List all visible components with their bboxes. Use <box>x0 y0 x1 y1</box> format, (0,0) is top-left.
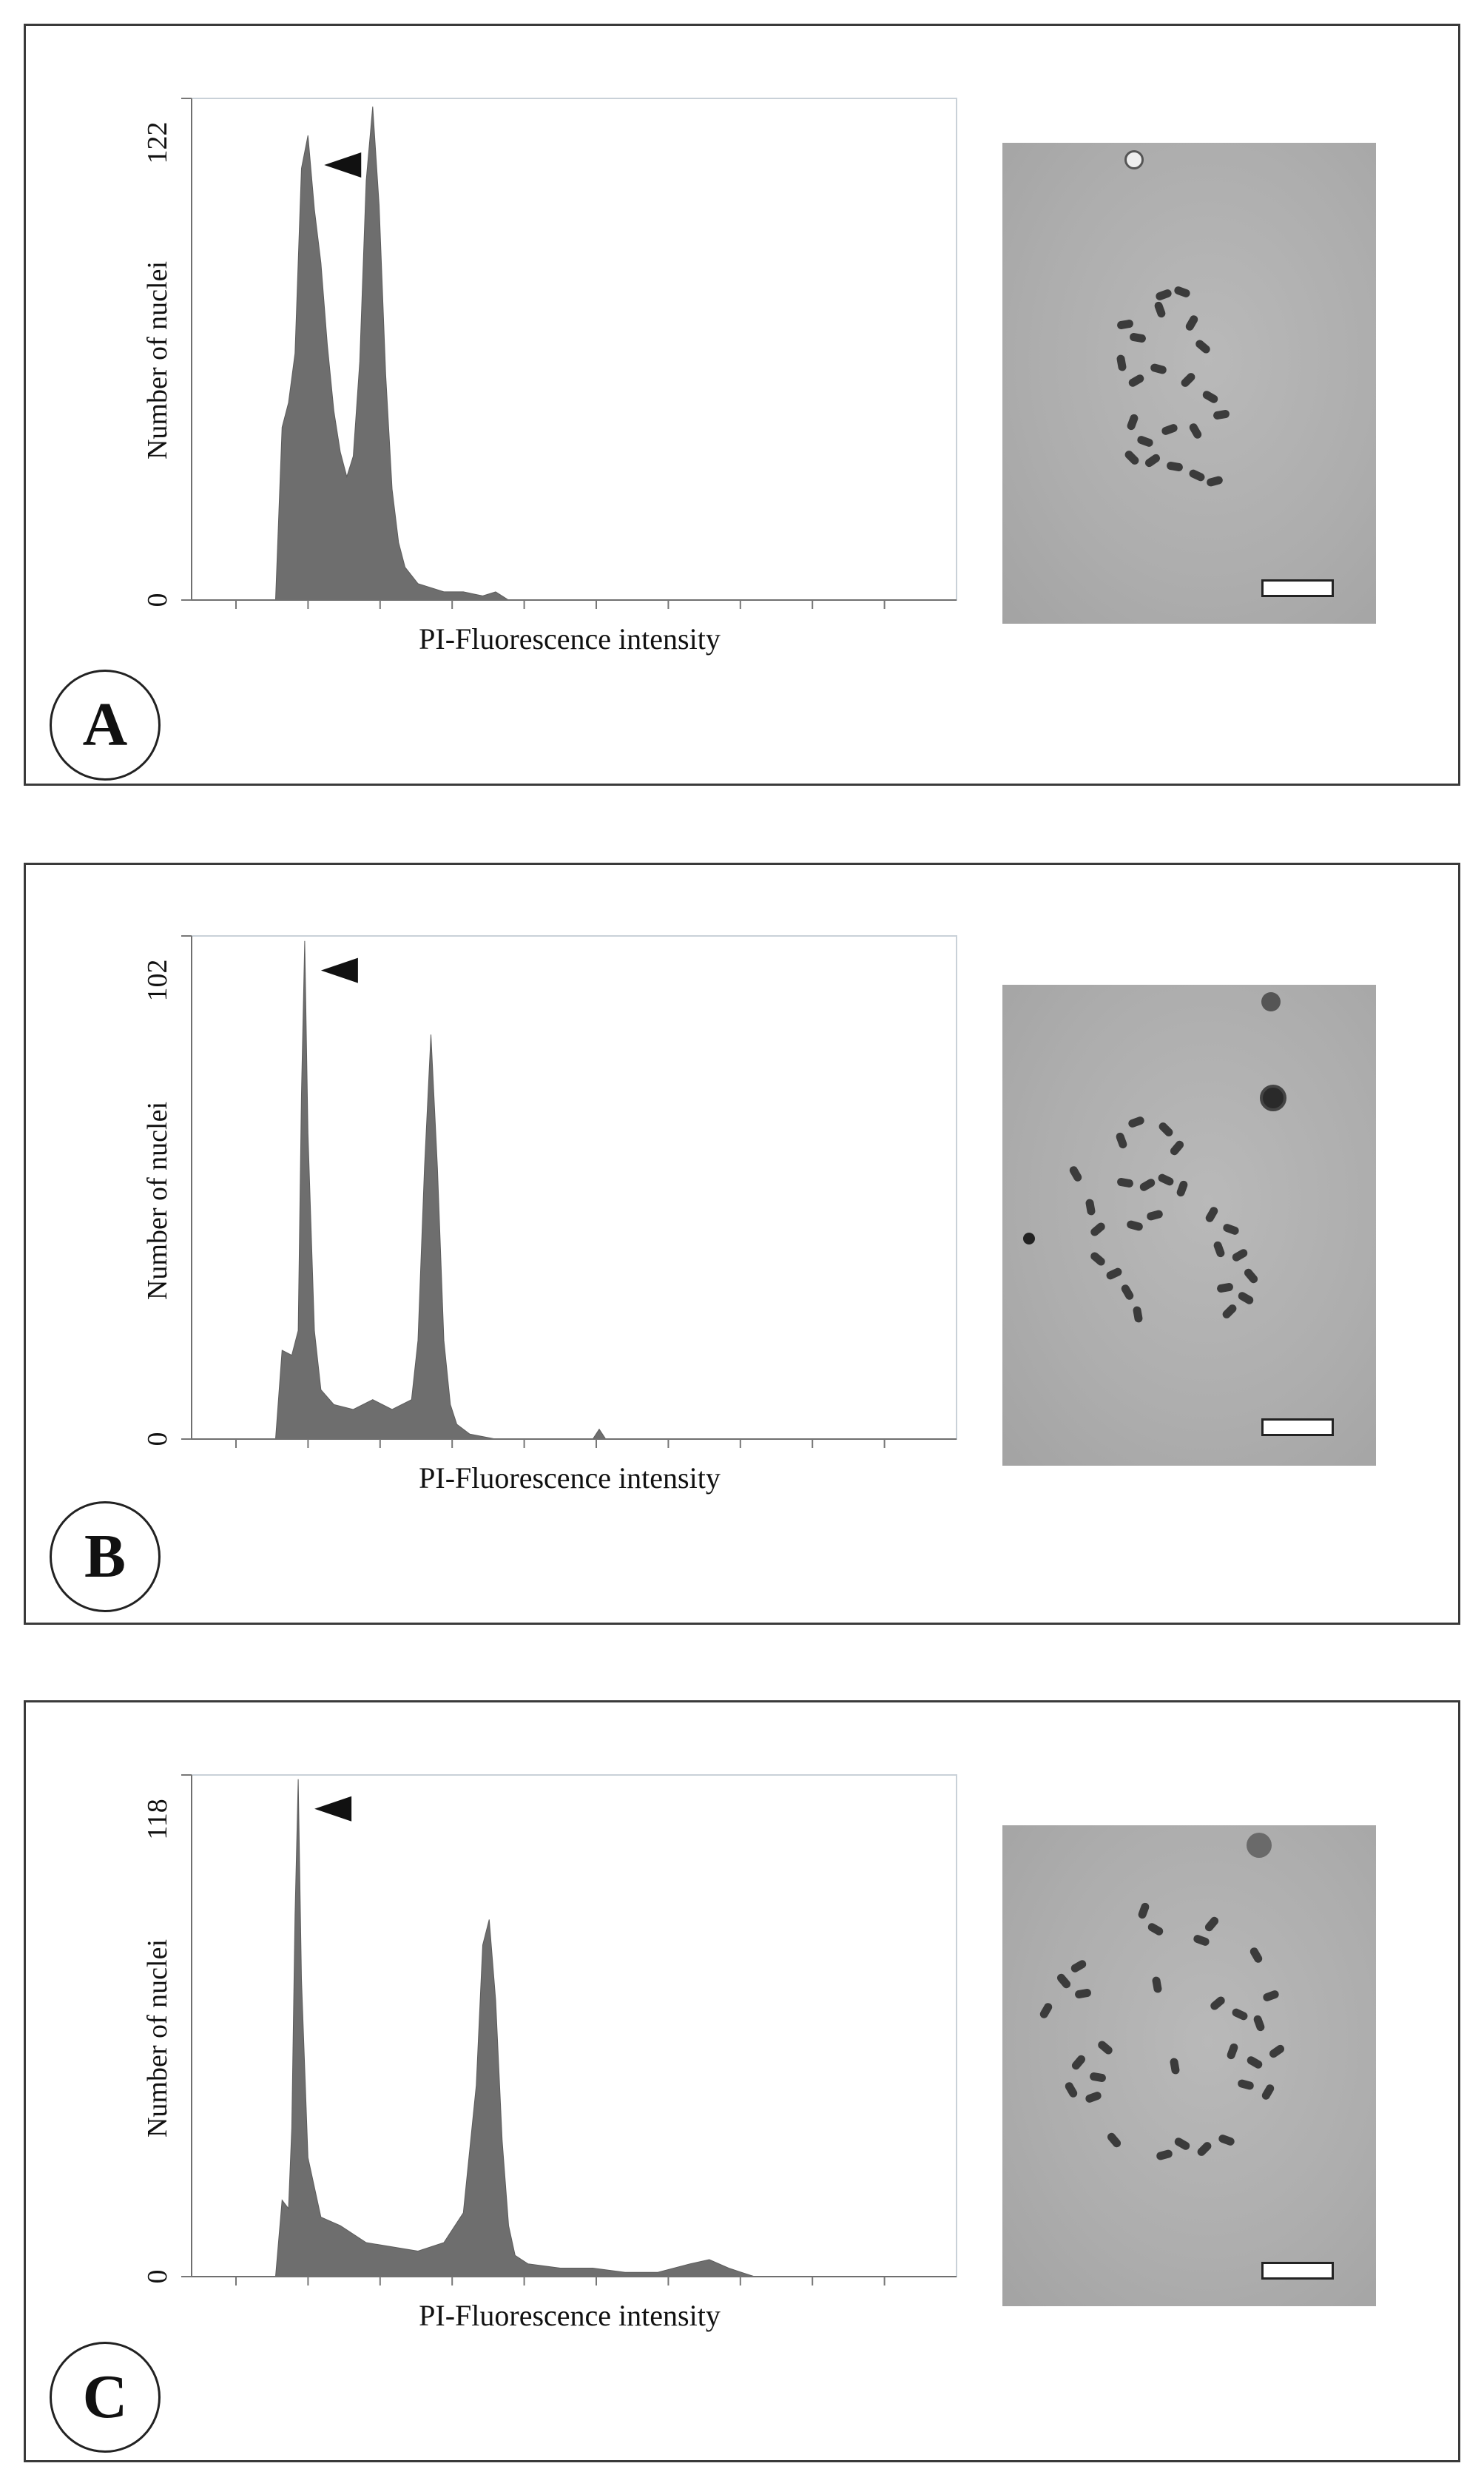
y-axis-label: Number of nuclei <box>142 260 173 460</box>
chromosome <box>1126 413 1139 431</box>
chromosome <box>1170 2058 1181 2075</box>
y-tick-label-zero: 0 <box>142 593 173 607</box>
chromosome <box>1216 1282 1234 1293</box>
chromosome <box>1166 461 1184 472</box>
chromosome <box>1201 389 1220 405</box>
y-tick-label-max: 122 <box>142 121 173 164</box>
chromosome <box>1089 1221 1107 1238</box>
debris-particle <box>1124 150 1144 169</box>
chromosome <box>1150 363 1167 374</box>
chromosome <box>1039 2001 1054 2020</box>
chromosome <box>1056 1973 1073 1990</box>
x-axis-label: PI-Fluorescence intensity <box>419 1461 721 1495</box>
histogram-b <box>26 865 988 1531</box>
y-tick-label-max: 118 <box>142 1799 173 1840</box>
chromosome <box>1173 2136 1192 2152</box>
scale-bar <box>1261 2262 1334 2280</box>
chromosome <box>1221 1303 1238 1320</box>
chromosome <box>1144 453 1161 469</box>
chromosome <box>1153 300 1167 318</box>
x-axis-label: PI-Fluorescence intensity <box>419 622 721 656</box>
chromosome <box>1209 1995 1227 2012</box>
scale-bar <box>1261 1418 1334 1436</box>
chromosome <box>1133 1306 1144 1324</box>
chromosome <box>1116 1177 1134 1188</box>
chromosome <box>1116 354 1127 372</box>
chromosome <box>1262 1990 1280 2003</box>
chromosome <box>1173 286 1191 299</box>
chromosome <box>1123 449 1140 466</box>
chromosome <box>1106 2132 1123 2149</box>
chromosome <box>1188 422 1204 440</box>
chromosome <box>1157 1121 1174 1138</box>
chromosome <box>1184 314 1200 332</box>
panel-letter-text: A <box>82 690 128 759</box>
chromosome <box>1222 1223 1240 1236</box>
histogram-a <box>26 26 988 692</box>
chromosome <box>1195 2140 1213 2157</box>
chromosome <box>1249 1946 1264 1964</box>
chromosome <box>1194 338 1212 355</box>
chromosome <box>1231 1247 1249 1263</box>
chromosome <box>1218 2134 1235 2147</box>
chromosome <box>1252 2014 1266 2032</box>
panel-letter-text: B <box>84 1522 127 1591</box>
debris-particle <box>1261 992 1281 1011</box>
panel-a <box>24 24 1460 786</box>
chromosome <box>1226 2042 1239 2060</box>
chromosome <box>1246 2055 1264 2070</box>
chromosome <box>1074 1988 1092 1999</box>
chromosome <box>1089 2072 1107 2083</box>
x-axis-label: PI-Fluorescence intensity <box>419 2299 721 2332</box>
panel-label-a <box>50 670 161 781</box>
chromosome <box>1146 1209 1164 1221</box>
y-tick-label-zero: 0 <box>142 2269 173 2284</box>
chromosome <box>1169 1139 1186 1157</box>
histogram-area <box>276 941 885 1439</box>
panel-b <box>24 863 1460 1625</box>
panel-letter-text: C <box>82 2362 128 2431</box>
chromosome <box>1115 1131 1128 1149</box>
chromosome <box>1204 1205 1220 1224</box>
chromosome <box>1089 1250 1107 1267</box>
chromosome <box>1127 373 1146 388</box>
chromosome <box>1193 1934 1210 1947</box>
debris-particle <box>1247 1833 1272 1858</box>
chromosome <box>1105 1267 1124 1281</box>
chromosome <box>1068 1165 1084 1183</box>
chromosome-micrograph-c <box>1002 1825 1376 2306</box>
chromosome <box>1237 1290 1255 1306</box>
panel-c <box>24 1700 1460 2462</box>
chromosome <box>1261 2083 1276 2101</box>
histogram-area <box>276 107 885 600</box>
chromosome <box>1161 423 1178 437</box>
y-tick-label-zero: 0 <box>142 1432 173 1446</box>
chromosome <box>1237 2078 1255 2090</box>
chromosome <box>1155 289 1173 302</box>
y-axis-label: Number of nuclei <box>142 1938 173 2138</box>
chromosome <box>1120 1283 1136 1301</box>
chromosome <box>1085 2091 1102 2104</box>
chromosome <box>1147 1921 1165 1937</box>
arrowhead-marker <box>321 958 358 983</box>
chromosome <box>1136 435 1154 448</box>
chromosome <box>1157 1173 1176 1187</box>
chromosome <box>1231 2007 1249 2021</box>
chromosome <box>1204 1916 1221 1933</box>
chromosome <box>1127 1116 1145 1129</box>
chromosome <box>1206 475 1224 487</box>
chromosome <box>1070 2054 1087 2072</box>
chromosome-micrograph-a <box>1002 143 1376 624</box>
debris-particle <box>1260 1085 1286 1111</box>
y-axis-label: Number of nuclei <box>142 1101 173 1301</box>
histogram-c <box>26 1702 988 2368</box>
panel-label-b <box>50 1501 161 1612</box>
chromosome <box>1116 319 1134 330</box>
chromosome <box>1213 409 1230 420</box>
chromosome <box>1096 2039 1114 2056</box>
chromosome <box>1070 1958 1088 1974</box>
chromosome <box>1156 2149 1173 2160</box>
chromosome <box>1139 1177 1157 1193</box>
arrowhead-marker <box>314 1796 351 1822</box>
scale-bar <box>1261 579 1334 597</box>
chromosome <box>1064 2081 1079 2099</box>
debris-particle <box>1023 1233 1035 1244</box>
chromosome <box>1176 1179 1189 1197</box>
chromosome <box>1137 1901 1150 1919</box>
chromosome <box>1213 1240 1226 1258</box>
arrowhead-marker <box>324 152 361 178</box>
chromosome <box>1179 371 1196 388</box>
chromosome <box>1129 332 1147 343</box>
chromosome <box>1085 1199 1096 1216</box>
chromosome <box>1268 2044 1286 2060</box>
y-tick-label-max: 102 <box>142 959 173 1002</box>
chromosome <box>1243 1267 1260 1285</box>
histogram-area <box>276 1779 885 2277</box>
chromosome <box>1126 1219 1144 1231</box>
panel-label-c <box>50 2342 161 2453</box>
chromosome <box>1152 1976 1163 1994</box>
chromosome <box>1188 468 1207 482</box>
chromosome-micrograph-b <box>1002 985 1376 1466</box>
